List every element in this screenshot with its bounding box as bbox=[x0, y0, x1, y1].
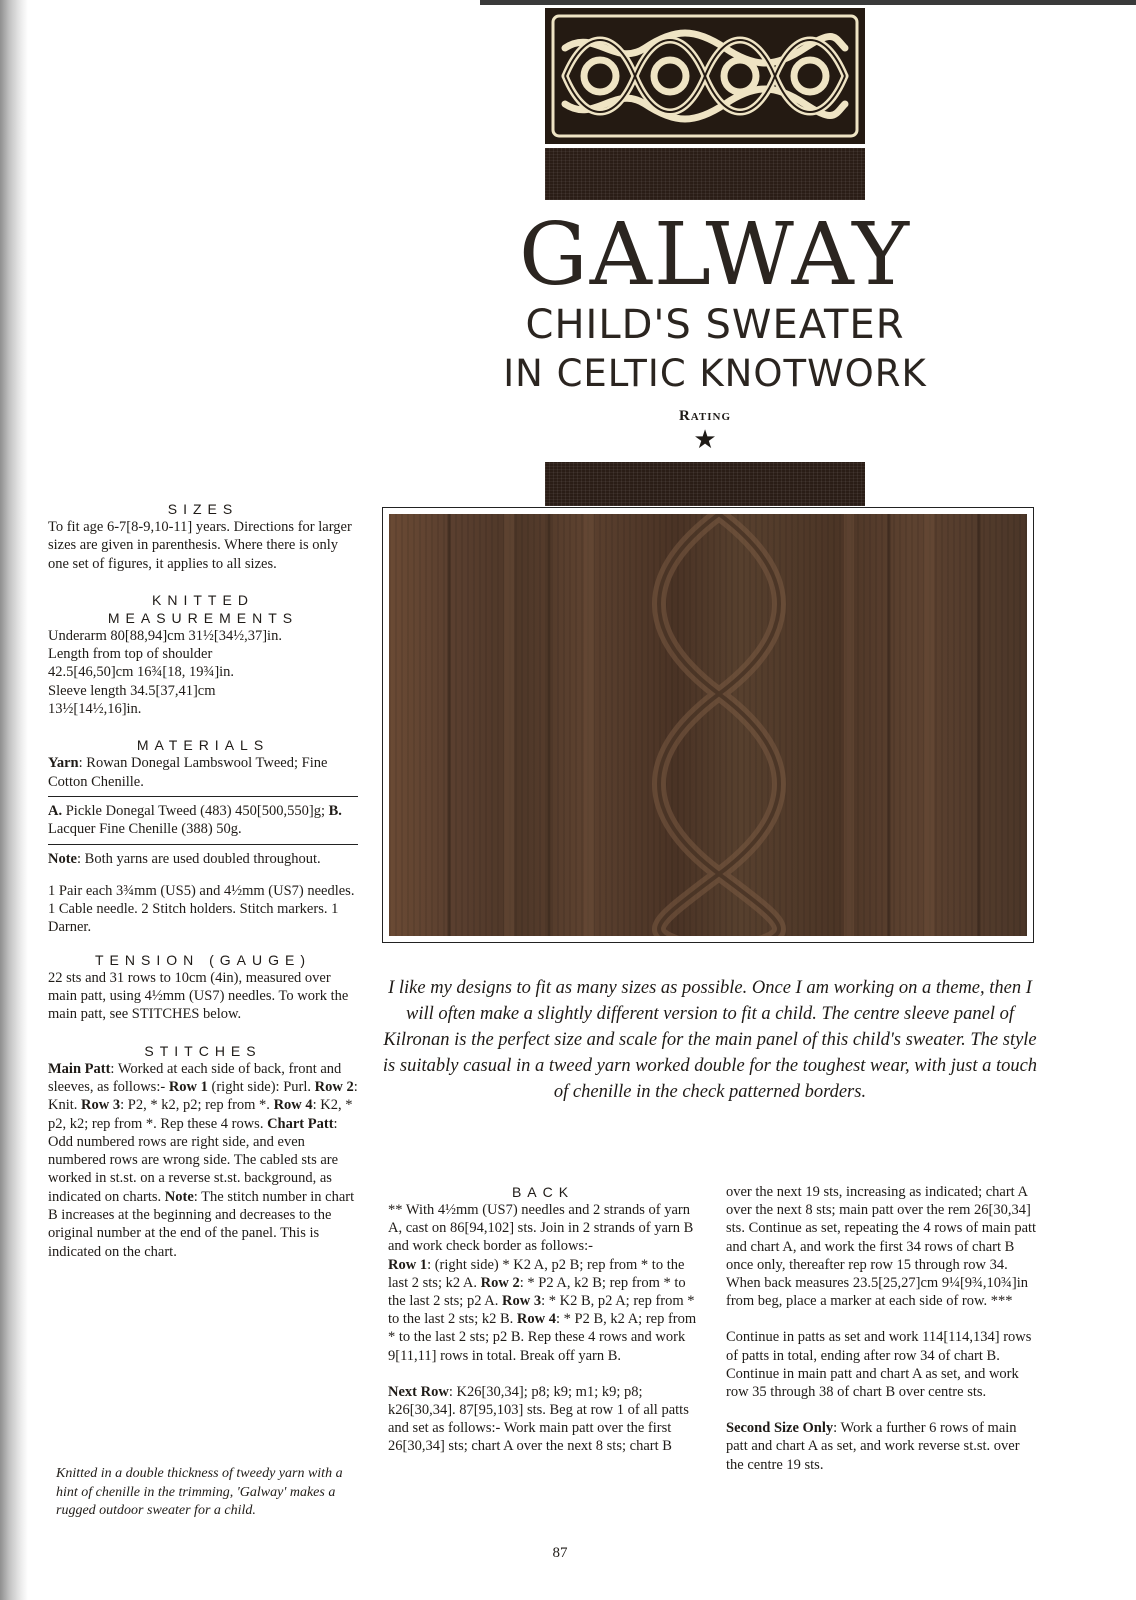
back-next-row: Next Row: K26[30,34]; p8; k9; m1; k9; p8; k26[30,34]. 87[95,103] sts. Beg at row 1 of all patts and set as follows:- Work main patt over the first 26[30,34] sts; chart A over the next 8 sts; chart B bbox=[388, 1383, 689, 1455]
divider bbox=[48, 796, 358, 797]
tension-heading: TENSION (GAUGE) bbox=[94, 951, 311, 968]
page-title: GALWAY bbox=[519, 205, 911, 305]
sweater-photo-frame bbox=[382, 507, 1034, 943]
page-number: 87 bbox=[552, 1545, 568, 1561]
sizes-heading: SIZES bbox=[167, 501, 239, 517]
measurements-heading-2: MEASUREMENTS bbox=[107, 609, 299, 626]
back-continue-2: Continue in patts as set and work 114[114,134] rows of patts in total, ending after row 34 of chart B. Continue in main patt and chart A as set, and work row 35 through 38 of chart B over centre sts. bbox=[726, 1329, 1032, 1401]
measurement-line: Sleeve length 34.5[37,41]cm bbox=[48, 682, 216, 699]
measurement-line: Underarm 80[88,94]cm 31½[34½,37]in. bbox=[48, 627, 282, 644]
measurements-heading-1: KNITTED bbox=[152, 591, 254, 608]
materials-note: Note: Both yarns are used doubled throughout. bbox=[48, 850, 321, 867]
divider bbox=[48, 844, 358, 845]
back-border-rows: Row 1: (right side) * K2 A, p2 B; rep from * to the last 2 sts; k2 A. Row 2: * P2 A, k2 B; rep from * to the last 2 sts; p2 A. Row 3: * K2 B, p2 A; rep from * to the last 2 sts; k2 B. Row 4: * P2 B, k2 A; rep from * to the last 2 sts; p2 B. Rep these 4 rows and work 9[11,11] rows in total. Break off yarn B. bbox=[388, 1256, 697, 1364]
subtitle-line-2: IN CELTIC KNOTWORK bbox=[503, 352, 927, 395]
celtic-knot-banner bbox=[545, 8, 865, 193]
celtic-knot-icon bbox=[545, 8, 865, 144]
needles-text: 1 Pair each 3¾mm (US5) and 4½mm (US7) needles. 1 Cable needle. 2 Stitch holders. Stitch markers. 1 Darner. bbox=[48, 882, 355, 936]
measurement-line: Length from top of shoulder bbox=[48, 646, 213, 663]
tweed-band-top bbox=[545, 148, 865, 200]
stitches-text: Main Patt: Worked at each side of back, front and sleeves, as follows:- Row 1 (right side): Purl. Row 2: Knit. Row 3: P2, * k2, p2; rep from *. Row 4: K2, * p2, k2; rep from *. Rep these 4 rows. Chart Patt: Odd numbered rows are right side, and even numbered rows are wrong side. The cabled sts are worked in st.st. on a reverse st.st. background, as indicated on charts. Note: The stitch number in chart B increases at the beginning and decreases to the original number at the end of the panel. This is indicated on the chart. bbox=[48, 1060, 358, 1260]
tension-text: 22 sts and 31 rows to 10cm (4in), measured over main patt, using 4½mm (US7) needles. To work the main patt, see STITCHES below. bbox=[48, 969, 349, 1023]
back-cast-on: ** With 4½mm (US7) needles and 2 strands of yarn A, cast on 86[94,102] sts. Join in 2 strands of yarn B and work check border as follows:- bbox=[388, 1202, 694, 1255]
back-continue-1: over the next 19 sts, increasing as indicated; chart A over the next 8 sts; main patt over the rem 26[30,34] sts. Continue as set, repeating the 4 rows of main patt and chart A, and work the first 34 rows of chart B once only, thereafter rep row 15 through row 34. When back measures 23.5[25,27]cm 9¼[9¾,10¾]in from beg, place a marker at each side of row. *** bbox=[726, 1184, 1037, 1310]
top-edge-bar bbox=[480, 0, 1136, 5]
tweed-band-bottom bbox=[545, 462, 865, 506]
materials-heading: MATERIALS bbox=[136, 737, 270, 754]
rating-star-icon: ★ bbox=[693, 425, 717, 455]
yarn-colours-text: A. Pickle Donegal Tweed (483) 450[500,550]g; B. Lacquer Fine Chenille (388) 50g. bbox=[48, 802, 342, 838]
sizes-text: To fit age 6-7[8-9,10-11] years. Directions for larger sizes are given in parenthesis. Where there is only one set of figures, it applies to all sizes. bbox=[48, 519, 352, 572]
left-column bbox=[48, 500, 358, 1261]
measurement-line: 42.5[46,50]cm 16¾[18, 19¾]in. bbox=[48, 664, 235, 681]
subtitle-line-1: CHILD'S SWEATER bbox=[525, 302, 905, 348]
second-size-text: Second Size Only: Work a further 6 rows of main patt and chart A as set, and work reverse st.st. over the centre 19 sts. bbox=[726, 1420, 1020, 1473]
back-column-2 bbox=[726, 1183, 1038, 1474]
intro-paragraph: I like my designs to fit as many sizes as possible. Once I am working on a theme, then I will often make a slightly different version to fit a child. The centre sleeve panel of Kilronan is the perfect size and scale for the main panel of this child's sweater. The style is suitably casual in a tweed yarn worked double for the toughest wear, with just a touch of chenille in the check patterned borders. bbox=[382, 978, 1038, 1102]
measurement-line: 13½[14½,16]in. bbox=[48, 701, 142, 718]
back-column-1 bbox=[388, 1183, 698, 1456]
stitches-heading: STITCHES bbox=[144, 1042, 262, 1059]
rating-label: Rating bbox=[678, 408, 732, 424]
book-spine-shadow bbox=[0, 0, 28, 1600]
cable-knit-photo bbox=[389, 514, 1027, 936]
photo-caption: Knitted in a double thickness of tweedy yarn with a hint of chenille in the trimming, 'Galway' makes a rugged outdoor sweater for a child. bbox=[56, 1466, 343, 1518]
back-heading: BACK bbox=[511, 1184, 575, 1200]
yarn-text: Yarn: Rowan Donegal Lambswool Tweed; Fine Cotton Chenille. bbox=[48, 755, 328, 790]
